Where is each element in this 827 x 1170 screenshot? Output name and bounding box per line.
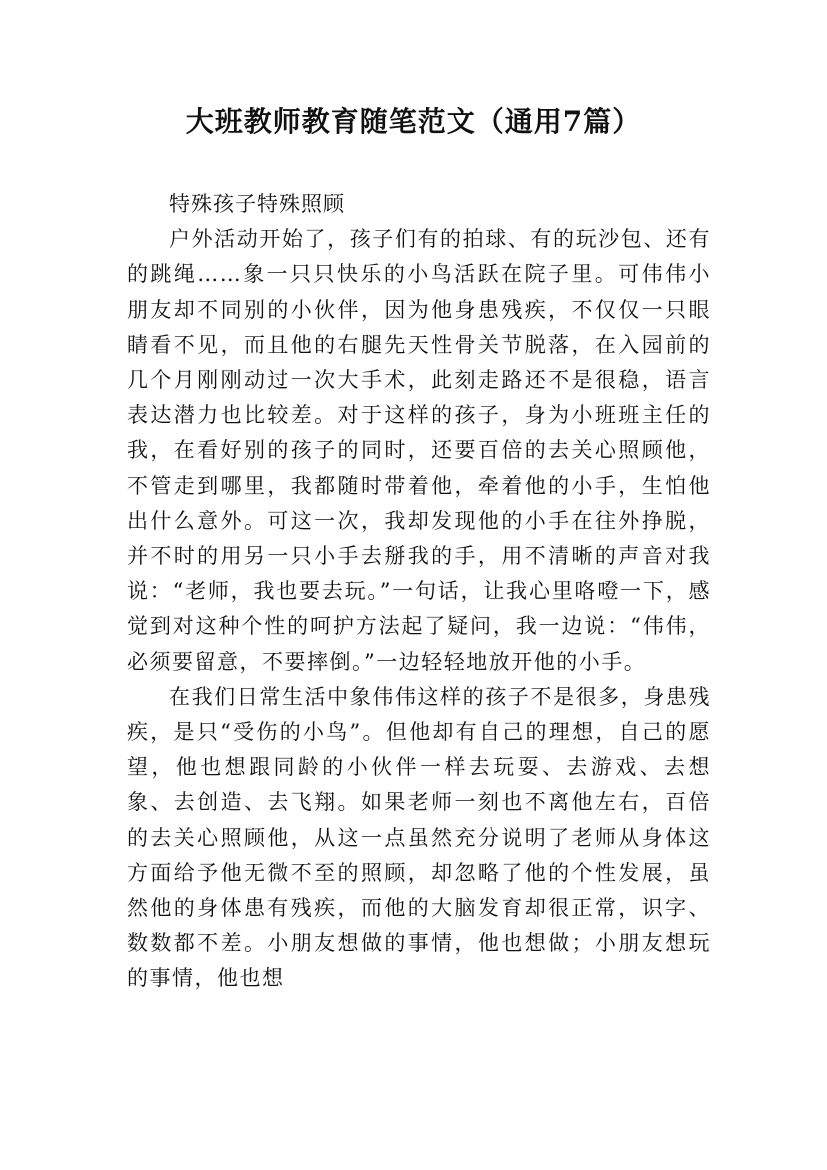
section-subheading: 特殊孩子特殊照顾 bbox=[169, 192, 345, 216]
document-title: 大班教师教育随笔范文（通用7篇） bbox=[185, 105, 642, 138]
paragraph-1: 户外活动开始了，孩子们有的拍球、有的玩沙包、还有的跳绳……象一只只快乐的小鸟活跃在院子里。可伟伟小朋友却不同别的小伙伴，因为他身患残疾，不仅仅一只眼睛看不见，而且他的右腿先天性骨关节脱落，在入园前的几个月刚刚动过一次大手术，此刻走路还不是很稳，语言表达潜力也比较差。对于这样的孩子，身为小班班主任的我，在看好别的孩子的同时，还要百倍的去关心照顾他，不管走到哪里，我都随时带着他，牵着他的小手，生怕他出什么意外。可这一次，我却发现他的小手在往外挣脱，并不时的用另一只小手去掰我的手，用不清晰的声音对我说：“老师，我也要去玩。”一句话，让我心里咯噔一下，感觉到对这种个性的呵护方法起了疑问，我一边说：“伟伟，必须要留意，不要摔倒。”一边轻轻地放开他的小手。 bbox=[127, 227, 711, 674]
document-body bbox=[127, 187, 711, 997]
paragraph-2: 在我们日常生活中象伟伟这样的孩子不是很多，身患残疾，是只“受伤的小鸟”。但他却有自己的理想，自己的愿望，他也想跟同龄的小伙伴一样去玩耍、去游戏、去想象、去创造、去飞翔。如果老师一刻也不离他左右，百倍的去关心照顾他，从这一点虽然充分说明了老师从身体这方面给予他无微不至的照顾，却忽略了他的个性发展，虽然他的身体患有残疾，而他的大脑发育却很正常，识字、数数都不差。小朋友想做的事情，他也想做；小朋友想玩的事情，他也想 bbox=[127, 684, 711, 991]
